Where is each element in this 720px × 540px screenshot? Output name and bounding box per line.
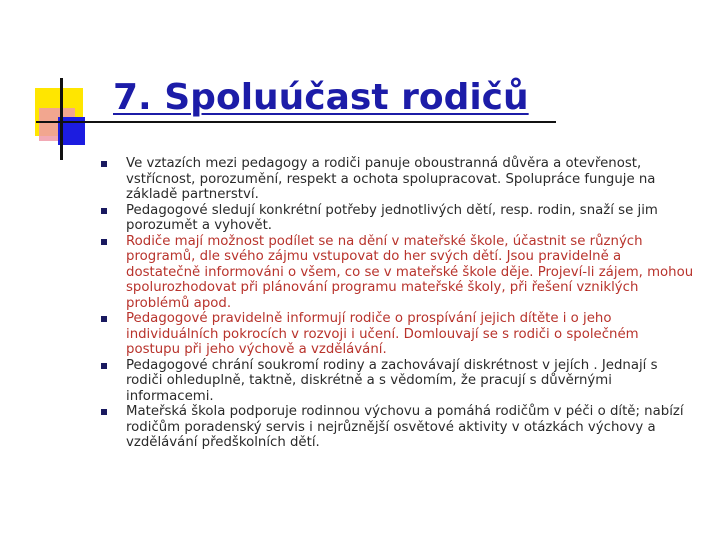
bullet-square-icon — [101, 161, 107, 167]
decorative-vertical-line — [60, 78, 63, 160]
decorative-horizontal-line — [36, 121, 556, 123]
slide-title: 7. Spoluúčast rodičů — [113, 77, 529, 118]
list-item — [96, 203, 696, 234]
list-item-text: Pedagogové chrání soukromí rodiny a zachovávají diskrétnost v jejích . Jednají s rodiči ohleduplně, taktně, diskrétně a s vědomím, že pracují s důvěrnými informacemi. — [126, 357, 658, 404]
bullet-square-icon — [101, 316, 107, 322]
list-item — [96, 156, 696, 203]
list-item — [96, 404, 696, 451]
content-list — [96, 156, 696, 451]
bullet-square-icon — [101, 239, 107, 245]
list-item — [96, 234, 696, 312]
list-item-text: Rodiče mají možnost podílet se na dění v mateřské škole, účastnit se různých programů, dle svého zájmu vstupovat do her svých dětí. Jsou pravidelně a dostatečně informováni o všem, co se v mateřské škole děje. Projeví-li zájem, mohou spolurozhodovat při plánování programu mateřské školy, při řešení vzniklých problémů apod. — [126, 233, 694, 311]
list-item — [96, 311, 696, 358]
list-item-text: Mateřská škola podporuje rodinnou výchovu a pomáhá rodičům v péči o dítě; nabízí rodičům poradenský servis i nejrůznější osvětové aktivity v otázkách výchovy a vzdělávání předškolních dětí. — [126, 404, 684, 450]
bullet-square-icon — [101, 409, 107, 415]
list-item — [96, 358, 696, 405]
bullet-square-icon — [101, 208, 107, 214]
list-item-text: Pedagogové pravidelně informují rodiče o prospívání jejich dítěte i o jeho individuálních pokrocích v rozvoji i učení. Domlouvají se s rodiči o společném postupu při jeho výchově a vzdělávání. — [126, 311, 639, 357]
list-item-text: Ve vztazích mezi pedagogy a rodiči panuje oboustranná důvěra a otevřenost, vstřícnost, porozumění, respekt a ochota spolupracovat. Spolupráce funguje na základě partnerství. — [126, 156, 656, 202]
bullet-square-icon — [101, 363, 107, 369]
list-item-text: Pedagogové sledují konkrétní potřeby jednotlivých dětí, resp. rodin, snaží se jim porozumět a vyhovět. — [126, 202, 658, 233]
